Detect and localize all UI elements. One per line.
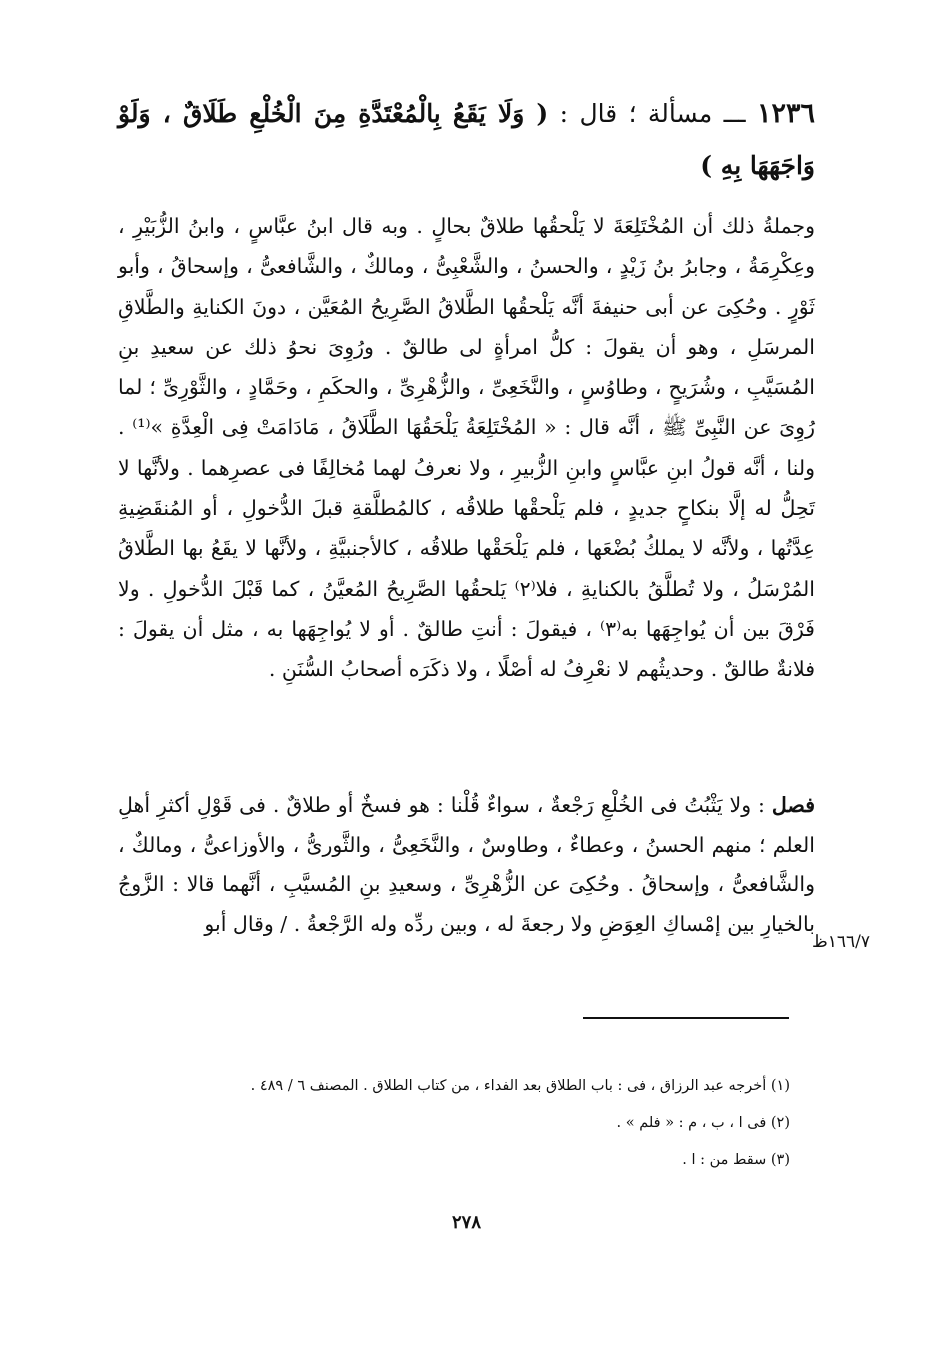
footnote-divider xyxy=(583,1017,789,1019)
issue-number: ١٢٣٦ xyxy=(756,98,815,129)
page-number: ٢٧٨ xyxy=(451,1212,481,1233)
section-paragraph xyxy=(118,786,815,944)
issue-heading xyxy=(118,88,815,192)
footnote-1: (١) أخرجه عبد الرزاق ، فى : باب الطلاق بعد الفداء ، من كتاب الطلاق . المصنف ٦ / ٤٨٩ . xyxy=(250,1078,790,1094)
issue-intro: ـــ مسألة ؛ قال : xyxy=(548,99,746,128)
margin-reference: ١٦٦/٧ظ xyxy=(812,932,870,952)
main-paragraph: وجملةُ ذلك أن المُخْتَلِعَةَ لا يَلْحقُها طلاقٌ بحالٍ . وبه قال ابنُ عبَّاسٍ ، وابنُ الزُّبَيْرِ ، وعِكْرِمَةُ ، وجابرُ بنُ زَيْدٍ ، والحسنُ ، والشَّعْبِىُّ ، ومالكٌ ، والشَّافعىُّ ، وإسحاقُ ، وأبو ثَوْرٍ . وحُكِىَ عن أبى حنيفةَ أنَّه يَلْحقُها الطَّلاقُ الصَّرِيحُ المُعَيَّن ، دونَ الكنايةِ والطَّلاقِ المرسَلِ ، وهو أن يقولَ : كلُّ امرأةٍ لى طالقٌ . ورُوِىَ نحوُ ذلك عن سعيدِ بنِ المُسَيَّبِ ، وشُرَيحٍ ، وطاوُسٍ ، والنَّخَعِىِّ ، والزُّهْرِىِّ ، والحكَمِ ، وحَمَّادٍ ، والثَّوْرِىِّ ؛ لما رُوِىَ عن النَّبِىِّ ﷺ ، أنَّه قال : « المُخْتَلِعَةُ يَلْحَقُهَا الطَّلَاقُ ، مَادَامَتْ فِى الْعِدَّةِ »⁽¹⁾ . ولنا ، أنَّه قولُ ابنِ عبَّاسٍ وابنِ الزُّبيرِ ، ولا نعرفُ لهما مُخالِفًا فى عصرِهما . ولأنَّها لا تَحِلُّ له إلَّا بنكاحٍ جديدٍ ، فلم يَلْحقْها طلاقُه ، كالمُطلَّقةِ قبلَ الدُّخولِ ، أو المُنقَضِيةِ عِدَّتُها ، ولأنَّه لا يملكُ بُضْعَها ، فلم يَلْحَقْها طلاقُه ، كالأجنبيَّةِ ، ولأنَّها لا يقَعُ بها الطَّلاقُ المُرْسَلُ ، ولا تُطلَّقُ بالكنايةِ ، فلا⁽٢⁾ يَلحقُها الصَّرِيحُ المُعيَّنُ ، كما قَبْلَ الدُّخولِ . ولا فَرْقَ بين أن يُواجِهَها به⁽٣⁾ ، فيقولَ : أنتِ طالقٌ . أو لا يُواجِهَها به ، مثل أن يقولَ : فلانةٌ طالقٌ . وحديثُهم لا نعْرِفُ له أصْلًا ، ولا ذكَرَه أصحابُ السُّنَنِ . xyxy=(118,214,816,682)
section-label: فصل xyxy=(771,793,815,817)
footnote-2: (٢) فى ا ، ب ، م : « فلم » . xyxy=(616,1115,790,1131)
footnotes xyxy=(130,1068,790,1179)
issue-quote: ( وَلَا يَقَعُ بِالْمُعْتَدَّةِ مِنَ الْخُلْعِ طَلَاقٌ ، وَلَوْ وَاجَهَهَا بِهِ ) xyxy=(118,99,815,180)
section-text: : ولا يَثْبُتُ فى الخُلْعِ رَجْعةٌ ، سواءٌ قُلْنا : هو فسخٌ أو طلاقٌ . فى قَوْلِ أكثرِ أهلِ العلم ؛ منهم الحسنُ ، وعطاءٌ ، وطاوسٌ ، والنَّخَعِىُّ ، والثَّورىُّ ، والأوزاعىُّ ، ومالكٌ ، والشَّافعىُّ ، وإسحاقُ . وحُكِىَ عن الزُّهْرِىِّ ، وسعيدِ بنِ المُسيَّبِ ، أنَّهما قالا : الزَّوجُ بالخيارِ بين إمْساكِ العِوَضِ ولا رجعةَ له ، وبين ردِّه وله الرَّجْعةُ . / وقال أبو xyxy=(118,793,815,936)
footnote-3: (٣) سقط من : ا . xyxy=(682,1152,790,1168)
